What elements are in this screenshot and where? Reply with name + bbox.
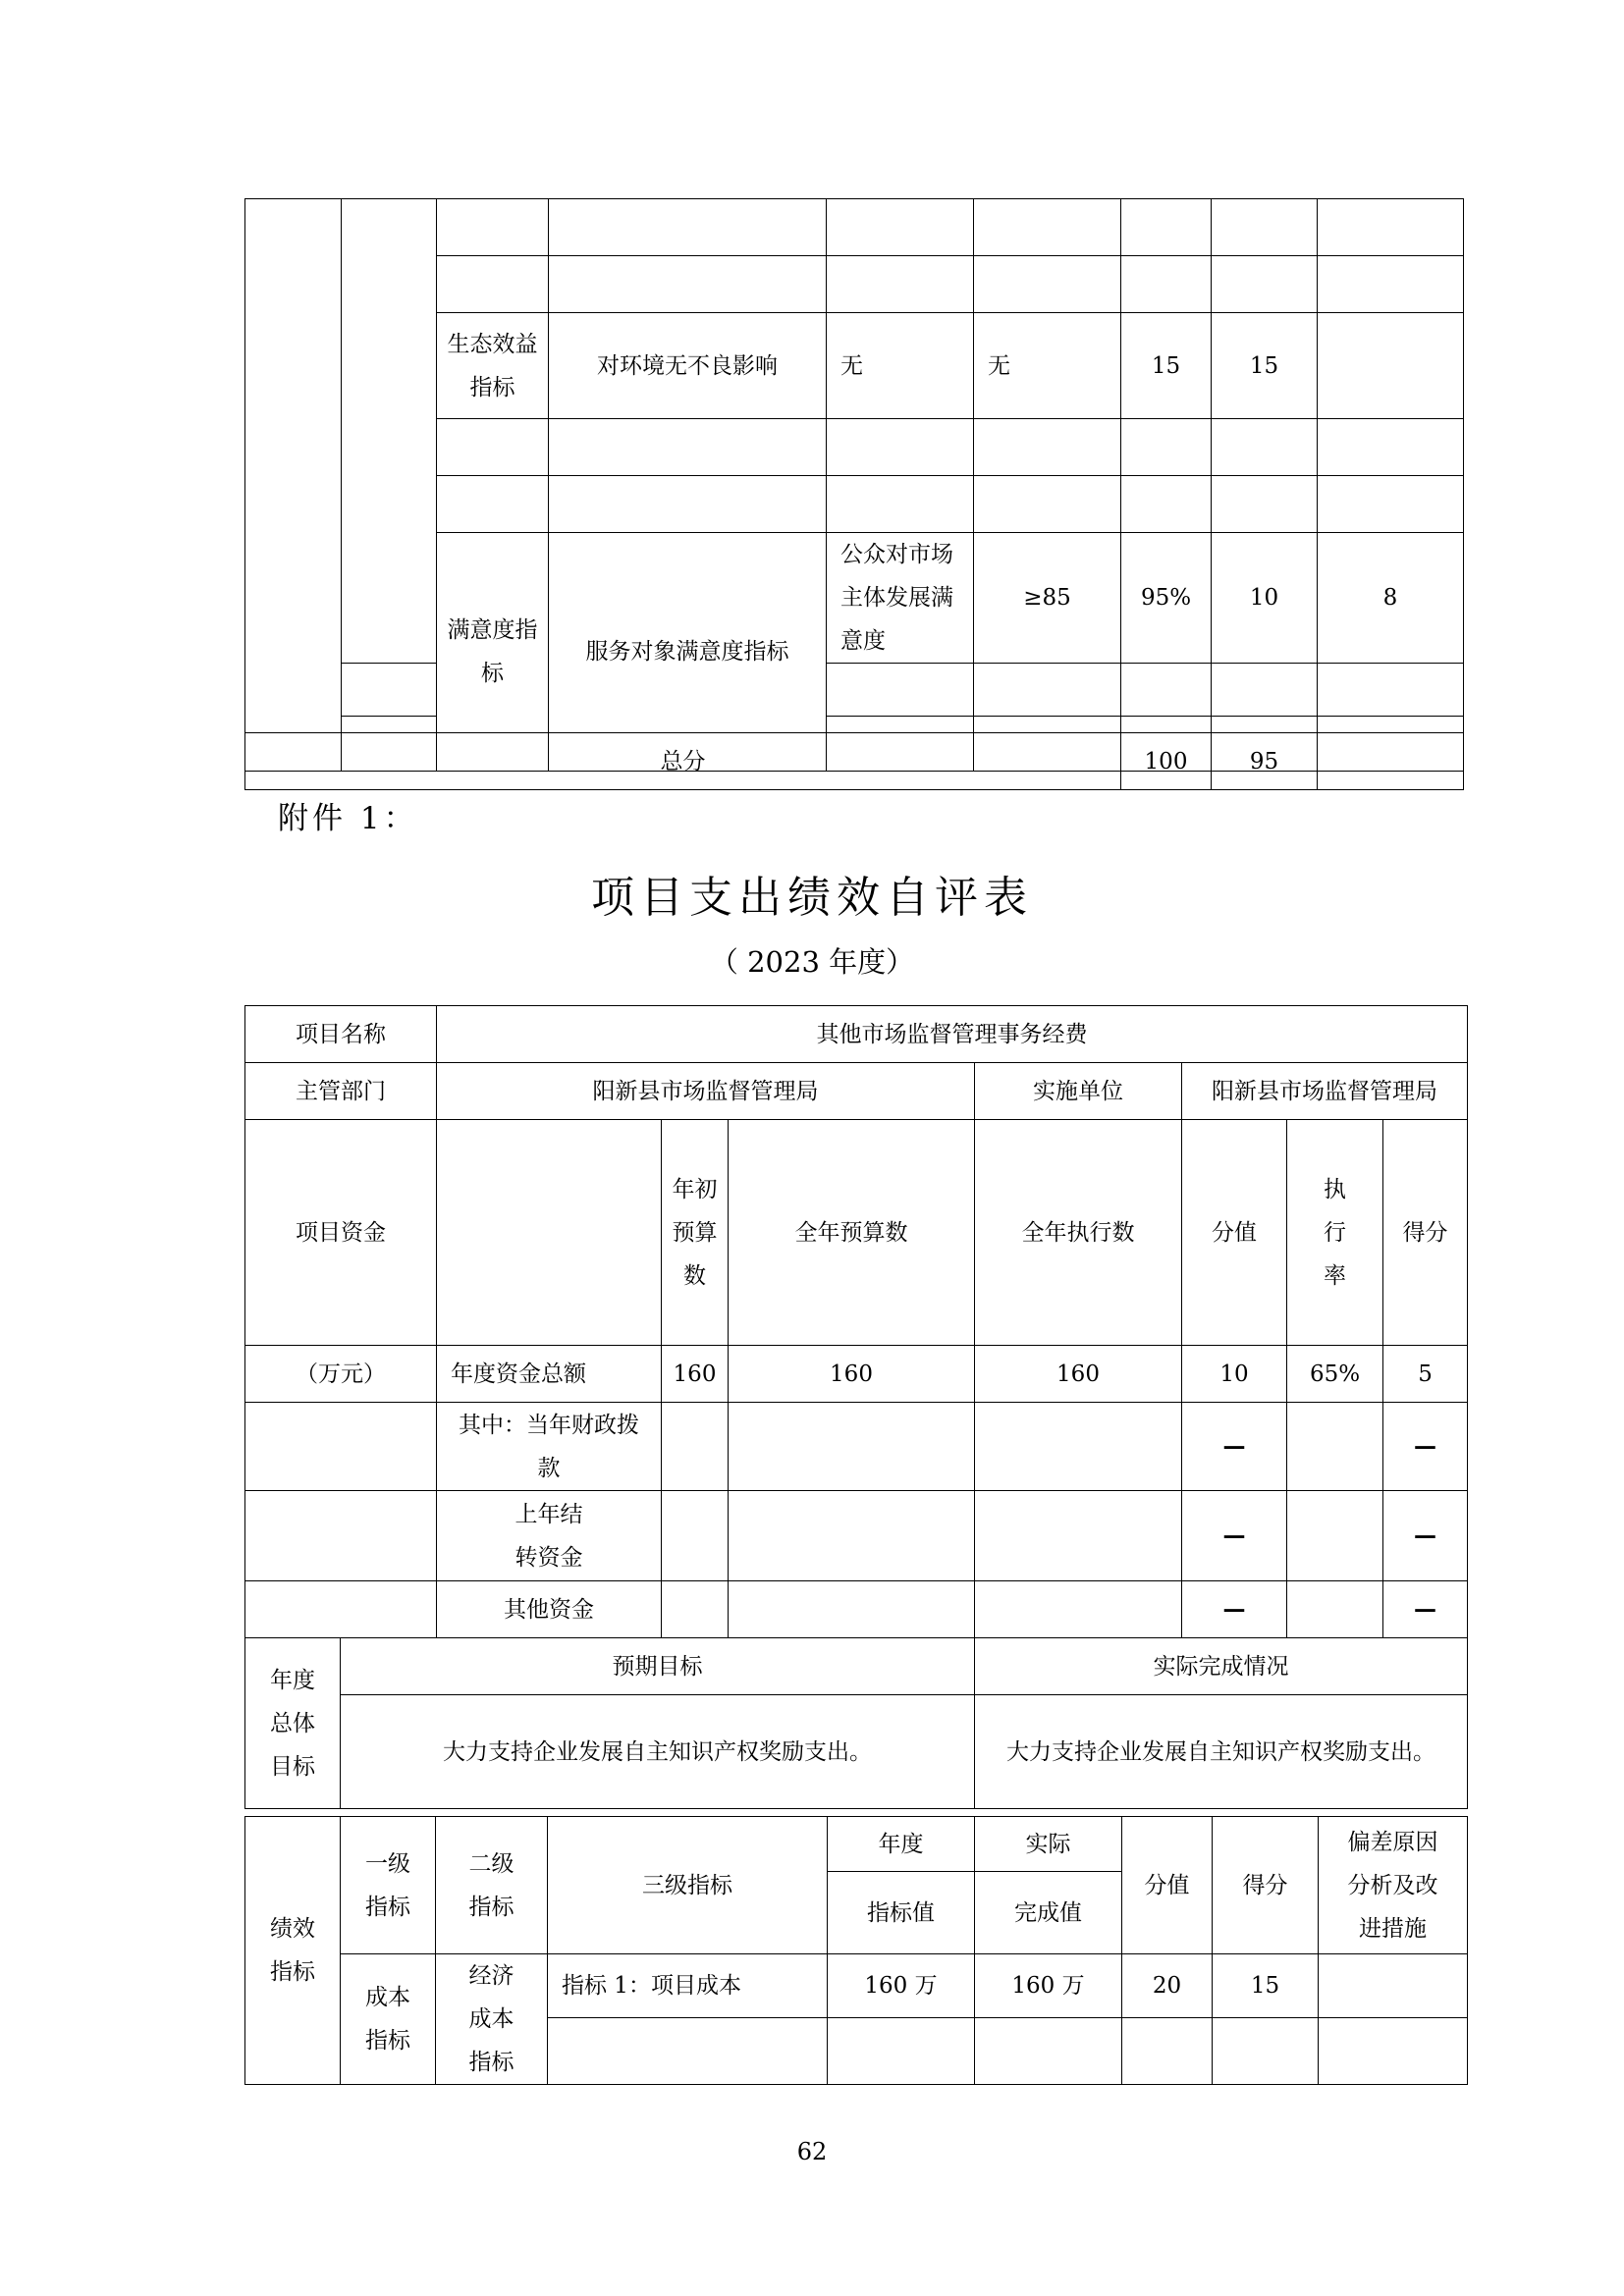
cost-got: 15 — [1213, 1954, 1319, 2018]
got-header: 得分 — [1213, 1817, 1319, 1954]
total-initial: 160 — [662, 1346, 729, 1403]
project-table — [244, 1005, 1468, 1638]
cost-actual: 160 万 — [975, 1954, 1122, 2018]
impl-value: 阳新县市场监督管理局 — [1182, 1063, 1468, 1120]
col-exec-rate: 执行率 — [1287, 1120, 1383, 1346]
dash-mark: — — [1383, 1581, 1468, 1638]
expected-text: 大力支持企业发展自主知识产权奖励支出。 — [341, 1695, 975, 1809]
fund-label: 项目资金 — [245, 1120, 437, 1346]
total-budget: 160 — [729, 1346, 975, 1403]
project-name-label: 项目名称 — [245, 1006, 437, 1063]
page-subtitle: （ 2023 年度） — [709, 945, 915, 979]
actual-top-header: 实际 — [975, 1817, 1122, 1872]
satisfaction-target: ≥85 — [974, 533, 1121, 664]
col-initial-budget: 年初预算数 — [662, 1120, 729, 1346]
satisfaction-l2-label: 服务对象满意度指标 — [549, 533, 827, 772]
cost-item: 指标 1：项目成本 — [548, 1954, 828, 2018]
actual-label: 实际完成情况 — [975, 1638, 1468, 1695]
page-title: 项目支出绩效自评表 — [591, 873, 1033, 923]
satisfaction-got: 8 — [1318, 533, 1464, 664]
col-annual-budget: 全年预算数 — [729, 1120, 975, 1346]
total-got-value: 5 — [1383, 1346, 1468, 1403]
eco-target-value: 无 — [827, 313, 974, 419]
blank-cell — [342, 199, 437, 664]
eco-score: 15 — [1121, 313, 1212, 419]
goals-table — [244, 1637, 1468, 1809]
total-got: 95 — [1212, 733, 1318, 790]
col-annual-exec: 全年执行数 — [975, 1120, 1182, 1346]
row-fiscal-label: 其中：当年财政拨款 — [437, 1403, 662, 1491]
eco-actual-value: 无 — [974, 313, 1121, 419]
perf-label: 绩效指标 — [245, 1817, 341, 2085]
satisfaction-actual: 95% — [1121, 533, 1212, 664]
l1-header: 一级指标 — [341, 1817, 436, 1954]
total-score: 100 — [1121, 733, 1212, 790]
total-score-value: 10 — [1182, 1346, 1287, 1403]
score-header: 分值 — [1122, 1817, 1213, 1954]
l2-header: 二级指标 — [436, 1817, 548, 1954]
performance-table — [244, 1816, 1468, 2085]
satisfaction-score: 10 — [1212, 533, 1318, 664]
dash-mark: — — [1182, 1491, 1287, 1581]
satisfaction-l1-label: 满意度指标 — [437, 533, 549, 772]
project-name-value: 其他市场监督管理事务经费 — [437, 1006, 1468, 1063]
dept-value: 阳新县市场监督管理局 — [437, 1063, 975, 1120]
continuation-table — [244, 198, 1464, 772]
dash-mark: — — [1383, 1403, 1468, 1491]
unit-label: （万元） — [245, 1346, 437, 1403]
cost-l1: 成本指标 — [341, 1954, 436, 2085]
total-row-table — [244, 732, 1464, 790]
dash-mark: — — [1182, 1403, 1287, 1491]
eco-got: 15 — [1212, 313, 1318, 419]
satisfaction-item: 公众对市场主体发展满意度 — [827, 533, 974, 664]
col-got: 得分 — [1383, 1120, 1468, 1346]
row-carry-label: 上年结转资金 — [437, 1491, 662, 1581]
dash-mark: — — [1182, 1581, 1287, 1638]
eco-indicator-item: 对环境无不良影响 — [549, 313, 827, 419]
actual-text: 大力支持企业发展自主知识产权奖励支出。 — [975, 1695, 1468, 1809]
cost-l2: 经济成本指标 — [436, 1954, 548, 2085]
total-exec: 160 — [975, 1346, 1182, 1403]
row-other-label: 其他资金 — [437, 1581, 662, 1638]
year-header: 年度 — [828, 1817, 975, 1872]
dept-label: 主管部门 — [245, 1063, 437, 1120]
col-score: 分值 — [1182, 1120, 1287, 1346]
page-number: 62 — [796, 2138, 828, 2165]
attachment-label: 附件 1： — [278, 801, 418, 836]
row-total-label: 年度资金总额 — [437, 1346, 662, 1403]
expected-label: 预期目标 — [341, 1638, 975, 1695]
cost-target: 160 万 — [828, 1954, 975, 2018]
blank-cell — [245, 199, 342, 772]
eco-indicator-label: 生态效益指标 — [437, 313, 549, 419]
target-header: 指标值 — [828, 1872, 975, 1954]
impl-label: 实施单位 — [975, 1063, 1182, 1120]
total-label: 总分 — [245, 733, 1121, 790]
cost-score: 20 — [1122, 1954, 1213, 2018]
actual-bottom-header: 完成值 — [975, 1872, 1122, 1954]
deviation-header: 偏差原因分析及改进措施 — [1319, 1817, 1468, 1954]
goal-label: 年度总体目标 — [245, 1638, 341, 1809]
l3-header: 三级指标 — [548, 1817, 828, 1954]
total-rate: 65% — [1287, 1346, 1383, 1403]
dash-mark: — — [1383, 1491, 1468, 1581]
